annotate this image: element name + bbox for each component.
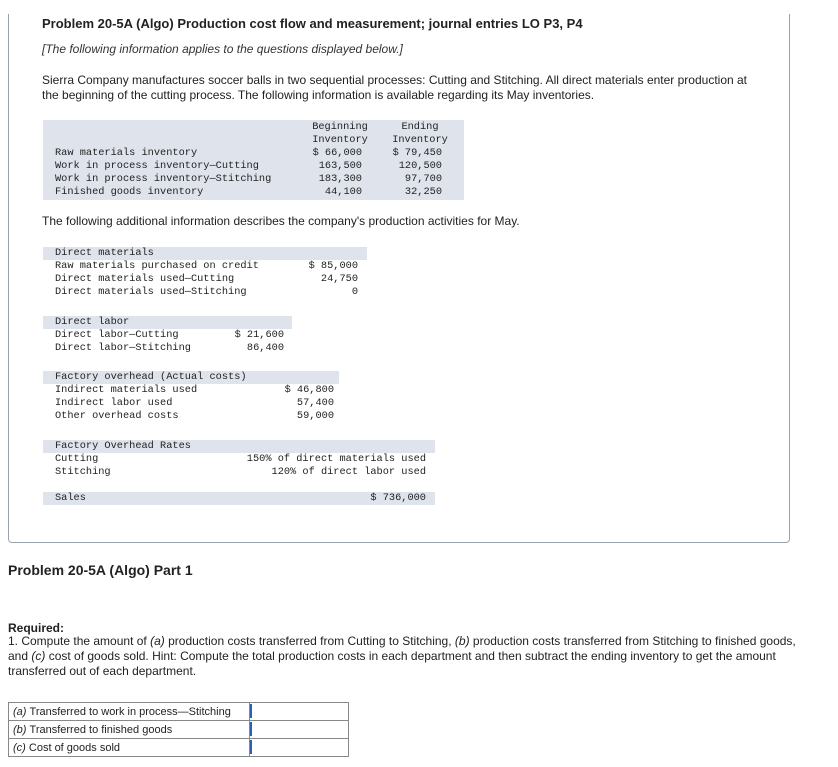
problem-note: [The following information applies to the questions displayed below.] bbox=[42, 42, 403, 56]
direct-materials-row-label: Direct materials used—Cutting bbox=[55, 273, 235, 285]
direct-labor-row-label: Direct labor—Cutting bbox=[55, 329, 179, 341]
direct-materials-row-value: $ 85,000 bbox=[308, 260, 358, 272]
inventory-row-ending: 97,700 bbox=[404, 173, 442, 185]
required-heading: Required: bbox=[8, 621, 65, 635]
answer-row bbox=[9, 721, 349, 739]
answer-label: (c) Cost of goods sold bbox=[9, 739, 250, 757]
factory-overhead-row-value: 57,400 bbox=[296, 397, 334, 409]
part-title: Problem 20-5A (Algo) Part 1 bbox=[8, 562, 193, 578]
overhead-rates-header: Factory Overhead Rates bbox=[55, 440, 191, 452]
answer-row bbox=[9, 703, 349, 721]
required-text: 1. Compute the amount of (a) production costs transferred from Cutting to Stitching, (b) production costs transferred from Stitching to finished goods, and (c) cost of goods sold. Hint: Compute the total production costs in each department and then subtract the ending inventory to get the amount transferred out of each department. bbox=[8, 634, 796, 678]
overhead-rates-row-label: Cutting bbox=[55, 453, 99, 465]
direct-labor-row-value: 86,400 bbox=[246, 342, 284, 354]
direct-materials-header: Direct materials bbox=[55, 247, 154, 259]
direct-materials-row-value: 24,750 bbox=[320, 273, 358, 285]
factory-overhead-row-value: $ 46,800 bbox=[284, 384, 334, 396]
answer-table bbox=[8, 702, 349, 757]
additional-info-text: The following additional information describes the company's production activities for May. bbox=[42, 214, 520, 228]
cost-of-goods-sold-input[interactable] bbox=[250, 739, 348, 756]
factory-overhead-row-value: 59,000 bbox=[296, 410, 334, 422]
header-beginning: Beginning Inventory bbox=[312, 121, 368, 146]
direct-labor-header: Direct labor bbox=[55, 316, 130, 328]
answer-cell bbox=[250, 739, 349, 757]
direct-labor-row-value: $ 21,600 bbox=[234, 329, 284, 341]
direct-labor-row-label: Direct labor—Stitching bbox=[55, 342, 191, 354]
factory-overhead-row-label: Indirect labor used bbox=[55, 397, 173, 409]
direct-materials-row-label: Direct materials used—Stitching bbox=[55, 286, 247, 298]
answer-cell bbox=[250, 721, 349, 739]
inventory-row-ending: 32,250 bbox=[404, 186, 442, 198]
inventory-row-label: Work in process inventory—Stitching bbox=[55, 173, 272, 185]
inventory-row-beginning: 44,100 bbox=[324, 186, 362, 198]
transferred-to-wip-stitching-input[interactable] bbox=[250, 703, 348, 720]
inventory-row-label: Finished goods inventory bbox=[55, 186, 204, 198]
answer-cell bbox=[250, 703, 349, 721]
inventory-row-label: Raw materials inventory bbox=[55, 147, 198, 159]
header-ending: Ending Inventory bbox=[392, 121, 448, 146]
direct-materials-row-label: Raw materials purchased on credit bbox=[55, 260, 259, 272]
sales-label: Sales bbox=[55, 492, 86, 504]
sales-value: $ 736,000 bbox=[370, 492, 426, 504]
direct-materials-row-value: 0 bbox=[351, 286, 358, 298]
problem-title: Problem 20-5A (Algo) Production cost flow and measurement; journal entries LO P3, P4 bbox=[42, 16, 583, 31]
problem-intro: Sierra Company manufactures soccer balls in two sequential processes: Cutting and Stitching. All direct materials enter production at the beginning of the cutting process. The following information is available regarding its May inventories. bbox=[42, 73, 748, 102]
inventory-row-beginning: 163,500 bbox=[318, 160, 362, 172]
inventory-row-ending: $ 79,450 bbox=[392, 147, 442, 159]
answer-label: (a) Transferred to work in process—Stitching bbox=[9, 703, 250, 721]
inventory-row-beginning: 183,300 bbox=[318, 173, 362, 185]
overhead-rates-row-value: 120% of direct labor used bbox=[271, 466, 426, 478]
transferred-to-finished-goods-input[interactable] bbox=[250, 721, 348, 738]
factory-overhead-row-label: Other overhead costs bbox=[55, 410, 179, 422]
factory-overhead-row-label: Indirect materials used bbox=[55, 384, 198, 396]
overhead-rates-row-value: 150% of direct materials used bbox=[246, 453, 426, 465]
overhead-rates-row-label: Stitching bbox=[55, 466, 111, 478]
inventory-row-label: Work in process inventory—Cutting bbox=[55, 160, 259, 172]
inventory-row-beginning: $ 66,000 bbox=[312, 147, 362, 159]
answer-row bbox=[9, 739, 349, 757]
answer-label: (b) Transferred to finished goods bbox=[9, 721, 250, 739]
inventory-row-ending: 120,500 bbox=[398, 160, 442, 172]
factory-overhead-header: Factory overhead (Actual costs) bbox=[55, 371, 247, 383]
